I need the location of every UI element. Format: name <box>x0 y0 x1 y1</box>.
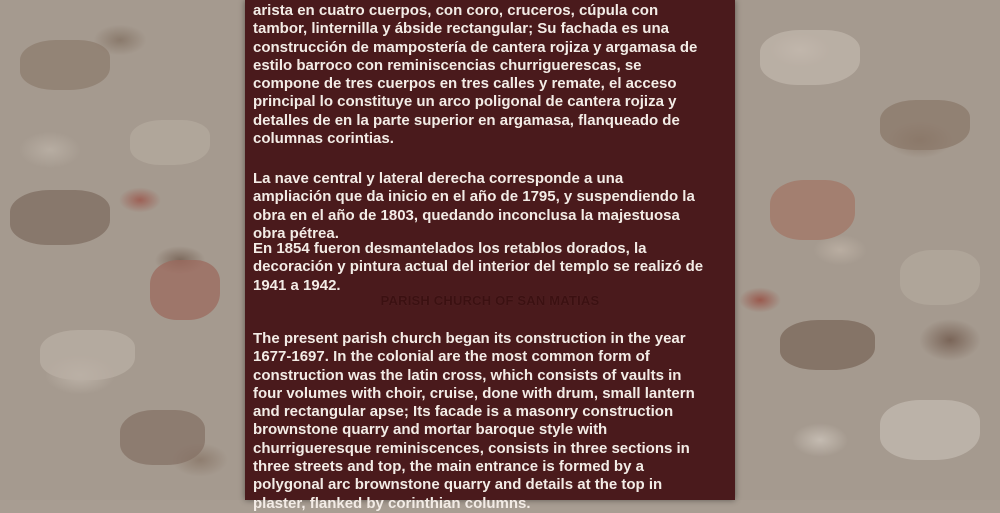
wall-stone <box>130 120 210 165</box>
wall-stone <box>880 400 980 460</box>
spanish-paragraph-2 <box>253 170 727 243</box>
informational-plaque <box>245 0 735 512</box>
wall-stone <box>20 40 110 90</box>
wall-stone <box>40 330 135 380</box>
spanish-paragraph-3 <box>253 240 727 295</box>
english-paragraph-1-text: The present parish church began its construction in the year 1677-1697. In the colonial are the most common form of construction was the latin cross, which consists of vaults in four volumes with choir, cruise, done with drum, small lantern and rectangular apse; Its facade is a masonry construction brownstone quarry and mortar baroque style with churrigueresque reminiscences, consists in three sections in three streets and top, the main entrance is formed by a polygonal arc brownstone quarry and details at the top in plaster, flanked by corinthian columns. <box>253 330 695 512</box>
wall-stone <box>770 180 855 240</box>
spanish-paragraph-3-text: En 1854 fueron desmantelados los retablos dorados, la decoración y pintura actual del interior del templo se realizó de 1941 a 1942. <box>253 240 704 294</box>
spanish-paragraph-1-text: arista en cuatro cuerpos, con coro, cruceros, cúpula con tambor, linternilla y ábside rectangular; Su fachada es una construcción de mampostería de cantera rojiza y argamasa de estilo barroco con reminiscencias churriguerescas, se compone de tres cuerpos en tres calles y remate, el acceso principal lo constituye un arco poligonal de cantera rojiza y detalles de en la parte superior en argamasa, flanqueado de columnas corintias. <box>253 2 698 148</box>
wall-stone <box>880 100 970 150</box>
wall-stone <box>780 320 875 370</box>
wall-stone <box>760 30 860 85</box>
wall-stone <box>150 260 220 320</box>
spanish-paragraph-2-text: La nave central y lateral derecha corresponde a una ampliación que da inicio en el año de 1795, y suspendiendo la obra en el año de 1803, quedando inconclusa la majestuosa obra pétrea. <box>253 170 695 242</box>
wall-stone <box>120 410 205 465</box>
spanish-paragraph-1 <box>253 2 727 148</box>
english-title: PARISH CHURCH OF SAN MATIAS <box>380 293 600 308</box>
wall-stone <box>900 250 980 305</box>
wall-stone <box>10 190 110 245</box>
english-paragraph-1 <box>253 330 727 513</box>
